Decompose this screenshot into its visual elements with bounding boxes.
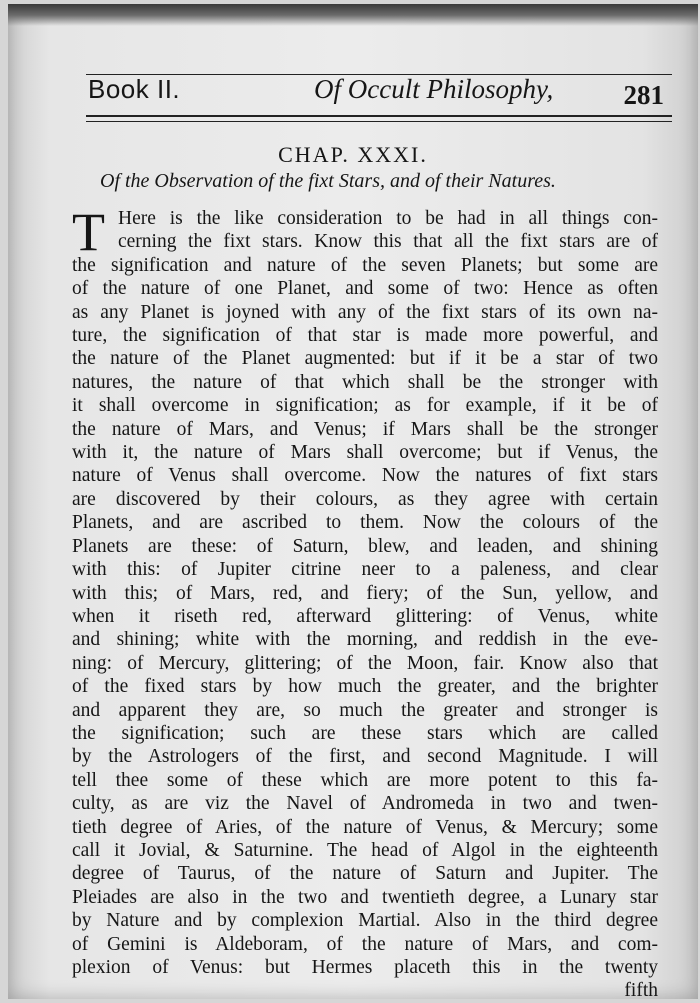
text-line: with this: of Jupiter citrine neer to a paleness, and clear [72, 559, 658, 581]
text-line: of the nature of one Planet, and some of two: Hence as often [72, 278, 658, 300]
book-label: Book II. [88, 74, 181, 104]
header-rule-bottom [86, 115, 672, 117]
text-line: of the fixed stars by how much the greater, and the brighter [72, 676, 658, 698]
text-line: with it, the nature of Mars shall overcome; but if Venus, the [72, 442, 658, 464]
text-line: with this; of Mars, red, and fiery; of the Sun, yellow, and [72, 582, 658, 604]
text-line: plexion of Venus: but Hermes placeth this in the twenty [72, 957, 658, 978]
header-rule-thin [86, 121, 672, 122]
drop-cap: T [72, 202, 105, 262]
text-line: tell thee some of these which are more potent to this fa- [72, 769, 658, 791]
text-line: the signification; such are these stars which are called [72, 722, 658, 744]
chapter-heading: CHAP. XXXI. [278, 142, 428, 167]
text-line: Pleiades are also in the two and twentieth degree, a Lunary star [72, 886, 658, 908]
text-line: degree of Taurus, of the nature of Saturn and Jupiter. The [72, 863, 658, 885]
text-line: and apparent they are, so much the greater and stronger is [72, 699, 658, 721]
text-line: nature of Venus shall overcome. Now the natures of fixt stars [72, 465, 658, 487]
book-page [8, 4, 698, 1002]
running-title: Of Occult Philosophy, [314, 74, 554, 104]
scan-top-edge [8, 4, 698, 26]
chapter-subtitle: Of the Observation of the fixt Stars, and of their Natures. [100, 170, 556, 192]
text-line: Planets are these: of Saturn, blew, and leaden, and shining [72, 535, 658, 557]
text-line: Planets, and are ascribed to them. Now the colours of the [72, 512, 658, 534]
text-line: of Gemini is Aldeboram, of the nature of Mars, and com- [72, 933, 658, 955]
page-number: 281 [623, 80, 664, 110]
text-line: tieth degree of Aries, of the nature of Venus, & Mercury; some [72, 816, 658, 838]
text-line: cerning the fixt stars. Know this that all the fixt stars are of [118, 231, 658, 253]
text-line: natures, the nature of that which shall be the stronger with [72, 371, 658, 393]
text-line: culty, as are viz the Navel of Andromeda in two and twen- [72, 793, 658, 815]
text-line: Here is the like consideration to be had in all things con- [118, 208, 658, 229]
text-line: as any Planet is joyned with any of the fixt stars of its own na- [72, 301, 658, 323]
text-line: ture, the signification of that star is made more powerful, and [72, 325, 658, 347]
text-line: the signification and nature of the seven Planets; but some are [72, 254, 658, 276]
text-line: are discovered by their colours, as they agree with certain [72, 488, 658, 510]
running-header [88, 70, 668, 110]
text-line: and shining; white with the morning, and reddish in the eve- [72, 629, 658, 651]
chapter-body [72, 202, 658, 1003]
text-line: by Nature and by complexion Martial. Also in the third degree [72, 910, 658, 932]
text-line: the nature of Mars, and Venus; if Mars shall be the stronger [72, 418, 658, 440]
catchword: fifth [624, 980, 658, 1002]
text-line: ning: of Mercury, glittering; of the Moon, fair. Know also that [72, 652, 658, 674]
text-line: when it riseth red, afterward glittering: of Venus, white [72, 605, 658, 627]
text-line: call it Jovial, & Saturnine. The head of Algol in the eighteenth [72, 839, 658, 861]
text-line: by the Astrologers of the first, and second Magnitude. I will [72, 746, 658, 768]
text-line: the nature of the Planet augmented: but if it be a star of two [72, 348, 658, 370]
text-line: it shall overcome in signification; as for example, if it be of [72, 395, 658, 417]
